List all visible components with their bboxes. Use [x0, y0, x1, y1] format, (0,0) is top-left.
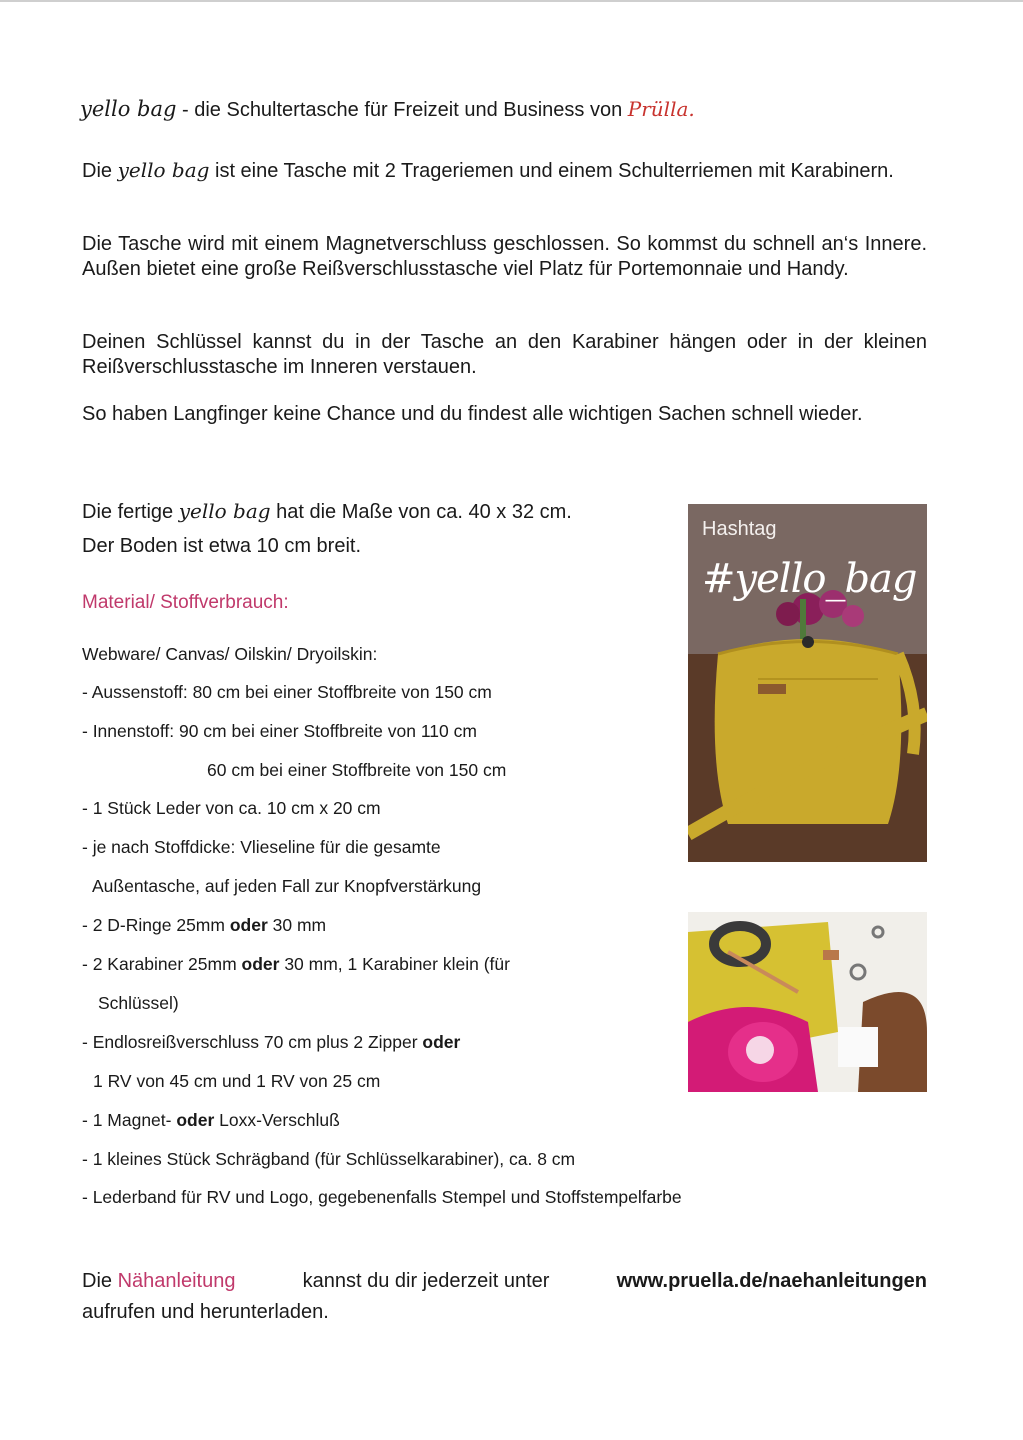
yello-bag-hashtag: #yello_bag: [702, 556, 917, 602]
footer-before: Die: [82, 1270, 118, 1292]
material-karabiner-2: Schlüssel): [98, 993, 179, 1013]
material-karabiner: [82, 953, 510, 975]
endlos-a: - Endlosreißverschluss 70 cm plus 2 Zipper: [82, 1032, 423, 1052]
p1-script: yello bag: [117, 158, 210, 182]
top-border: [0, 0, 1023, 2]
material-leder: - 1 Stück Leder von ca. 10 cm x 20 cm: [82, 798, 381, 818]
size-script: yello bag: [178, 499, 271, 523]
paragraph-2: Die Tasche wird mit einem Magnetverschluss geschlossen. So kommst du schnell an‘s Innere. Außen bietet eine große Reißverschlusstasche viel Platz für Portemonnaie und Handy.: [82, 233, 927, 280]
karabiner-or: oder: [241, 954, 280, 974]
material-aussen: - Aussenstoff: 80 cm bei einer Stoffbreite von 150 cm: [82, 682, 492, 702]
material-fabric-types: Webware/ Canvas/ Oilskin/ Dryoilskin:: [82, 644, 378, 664]
intro-line: [80, 96, 695, 123]
karabiner-a: - 2 Karabiner 25mm: [82, 954, 242, 974]
paragraph-3: Deinen Schlüssel kannst du in der Tasche an den Karabiner hängen oder in der kleinen Reißverschlusstasche im Inneren verstauen.: [82, 331, 927, 378]
d-ringe-b: 30 mm: [267, 915, 327, 935]
paragraph-1: [82, 158, 927, 184]
material-magnet: [82, 1109, 340, 1131]
size-line-1: [82, 494, 572, 529]
p1-after: ist eine Tasche mit 2 Trageriemen und einem Schulterriemen mit Karabinern.: [209, 160, 894, 182]
size-after: hat die Maße von ca. 40 x 32 cm.: [270, 501, 572, 523]
material-endlos-2: 1 RV von 45 cm und 1 RV von 25 cm: [93, 1071, 381, 1091]
naehanleitung-link[interactable]: Nähanleitung: [117, 1270, 236, 1292]
hashtag-caption: Hashtag: [702, 518, 777, 540]
size-before: Die fertige: [82, 501, 179, 523]
material-schraegband: - 1 kleines Stück Schrägband (für Schlüsselkarabiner), ca. 8 cm: [82, 1149, 576, 1169]
p1-before: Die: [82, 160, 118, 182]
material-innen-1: - Innenstoff: 90 cm bei einer Stoffbreite von 110 cm: [82, 721, 477, 741]
footer-line-1: [82, 1266, 927, 1297]
footer-middle: kannst du dir jederzeit unter: [297, 1270, 555, 1292]
materials-photo: [688, 912, 927, 1092]
intro-text: - die Schultertasche für Freizeit und Business von: [176, 99, 628, 121]
magnet-a: - 1 Magnet-: [82, 1110, 177, 1130]
pruella-url-link[interactable]: www.pruella.de/naehanleitungen: [616, 1270, 927, 1292]
material-title: Material/ Stoffverbrauch:: [82, 592, 289, 613]
footer-after: aufrufen und herunterladen.: [82, 1301, 329, 1323]
endlos-or: oder: [422, 1032, 461, 1052]
d-ringe-or: oder: [229, 915, 268, 935]
material-innen-2: 60 cm bei einer Stoffbreite von 150 cm: [207, 760, 507, 780]
magnet-or: oder: [176, 1110, 215, 1130]
materials-illustration: [688, 912, 927, 1092]
yello-bag-logo-text: yello bag: [80, 97, 177, 121]
footer-paragraph: [82, 1266, 927, 1328]
d-ringe-a: - 2 D-Ringe 25mm: [82, 915, 230, 935]
material-lederband: - Lederband für RV und Logo, gegebenenfalls Stempel und Stoffstempelfarbe: [82, 1187, 682, 1207]
pruella-brand: Prülla.: [627, 97, 695, 121]
yello-bag-photo: [688, 504, 927, 862]
size-line-2: Der Boden ist etwa 10 cm breit.: [82, 535, 362, 557]
paragraph-4: So haben Langfinger keine Chance und du findest alle wichtigen Sachen schnell wieder.: [82, 403, 863, 425]
material-d-ringe: [82, 914, 326, 936]
material-endlos: [82, 1031, 460, 1053]
magnet-b: Loxx-Verschluß: [214, 1110, 340, 1130]
karabiner-b: 30 mm, 1 Karabiner klein (für: [279, 954, 510, 974]
size-info: [82, 494, 572, 563]
material-vlies-1: - je nach Stoffdicke: Vlieseline für die gesamte: [82, 837, 441, 857]
material-vlies-2: Außentasche, auf jeden Fall zur Knopfverstärkung: [92, 876, 482, 896]
